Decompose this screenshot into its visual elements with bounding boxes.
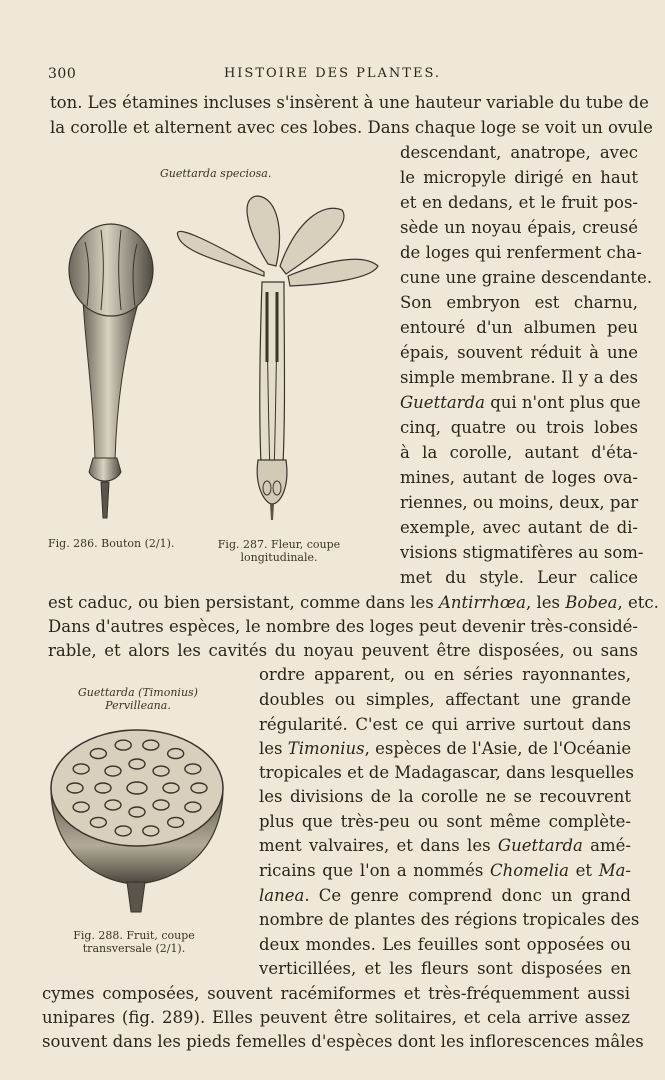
body-line: et en dedans, et le fruit pos- xyxy=(400,193,638,212)
body-line: simple membrane. Il y a des xyxy=(400,368,638,387)
figure-title: Guettarda (Timonius) Pervilleana. xyxy=(78,686,198,712)
taxon-name: Guettarda xyxy=(497,836,583,855)
taxon-name: Guettarda xyxy=(400,393,485,412)
body-line: Son embryon est charnu, xyxy=(400,293,638,312)
body-line: à la corolle, autant d'éta- xyxy=(400,443,638,462)
taxon-name: Chomelia xyxy=(490,861,570,880)
body-line: met du style. Leur calice xyxy=(400,568,638,587)
body-line: doubles ou simples, affectant une grande xyxy=(259,690,631,709)
body-line: sède un noyau épais, creusé xyxy=(400,218,638,237)
body-line: ordre apparent, ou en séries rayonnantes, xyxy=(259,665,631,684)
body-line: de loges qui renferment cha- xyxy=(400,243,642,262)
taxon-name: lanea xyxy=(259,886,305,905)
body-line: unipares (fig. 289). Elles peuvent être solitaires, et cela arrive assez xyxy=(42,1008,630,1027)
body-line: Dans d'autres espèces, le nombre des loges peut devenir très-considé- xyxy=(48,617,638,636)
body-line: ment valvaires, et dans les Guettarda amé- xyxy=(259,836,631,855)
page-number: 300 xyxy=(48,66,77,82)
body-line: est caduc, ou bien persistant, comme dans les Antirrhœa, les Bobea, etc. xyxy=(48,593,659,612)
taxon-name: Antirrhœa xyxy=(439,593,527,612)
body-line: verticillées, et les fleurs sont disposées en xyxy=(259,959,631,978)
body-line: Guettarda qui n'ont plus que xyxy=(400,393,641,412)
fig-288-caption: Fig. 288. Fruit, coupe transversale (2/1). xyxy=(73,929,195,955)
body-line: lanea. Ce genre comprend donc un grand xyxy=(259,886,631,905)
body-line: rable, et alors les cavités du noyau peuvent être disposées, ou sans xyxy=(48,641,638,660)
body-line: descendant, anatrope, avec xyxy=(400,143,638,162)
body-line: riennes, ou moins, deux, par xyxy=(400,493,639,512)
body-line: épais, souvent réduit à une xyxy=(400,343,638,362)
fig-287-caption: Fig. 287. Fleur, coupe longitudinale. xyxy=(217,538,341,564)
body-line: deux mondes. Les feuilles sont opposées ou xyxy=(259,935,631,954)
body-line: souvent dans les pieds femelles d'espèces dont les inflorescences mâles xyxy=(42,1032,644,1051)
body-line: ricains que l'on a nommés Chomelia et Ma- xyxy=(259,861,632,880)
body-line: le micropyle dirigé en haut xyxy=(400,168,638,187)
body-line: cinq, quatre ou trois lobes xyxy=(400,418,638,437)
body-line: nombre de plantes des régions tropicales des xyxy=(259,910,640,929)
taxon-name: Ma- xyxy=(598,861,632,880)
bud-illustration xyxy=(65,222,165,522)
body-line: les divisions de la corolle ne se recouvrent xyxy=(259,787,631,806)
taxon-name: Timonius xyxy=(287,739,365,758)
body-line: régularité. C'est ce qui arrive surtout dans xyxy=(259,715,631,734)
body-line: mines, autant de loges ova- xyxy=(400,468,638,487)
flower-section-illustration xyxy=(172,192,392,522)
body-line: tropicales et de Madagascar, dans lesquelles xyxy=(259,763,634,782)
body-line: cymes composées, souvent racémiformes et très-fréquemment aussi xyxy=(42,984,630,1003)
taxon-name: Bobea xyxy=(565,593,618,612)
figure-title: Guettarda speciosa. xyxy=(160,167,272,180)
running-head: HISTOIRE DES PLANTES. xyxy=(223,66,442,81)
body-line: entouré d'un albumen peu xyxy=(400,318,638,337)
fig-286-caption: Fig. 286. Bouton (2/1). xyxy=(48,537,175,550)
body-line: les Timonius, espèces de l'Asie, de l'Océanie xyxy=(259,739,632,758)
body-line: visions stigmatifères au som- xyxy=(400,543,644,562)
body-line: la corolle et alternent avec ces lobes. Dans chaque loge se voit un ovule xyxy=(50,118,653,137)
body-line: plus que très-peu ou sont même complète- xyxy=(259,812,631,831)
body-line: cune une graine descendante. xyxy=(400,268,653,287)
fruit-section-illustration xyxy=(47,722,247,922)
body-line: exemple, avec autant de di- xyxy=(400,518,638,537)
body-line: ton. Les étamines incluses s'insèrent à une hauteur variable du tube de xyxy=(50,93,649,112)
